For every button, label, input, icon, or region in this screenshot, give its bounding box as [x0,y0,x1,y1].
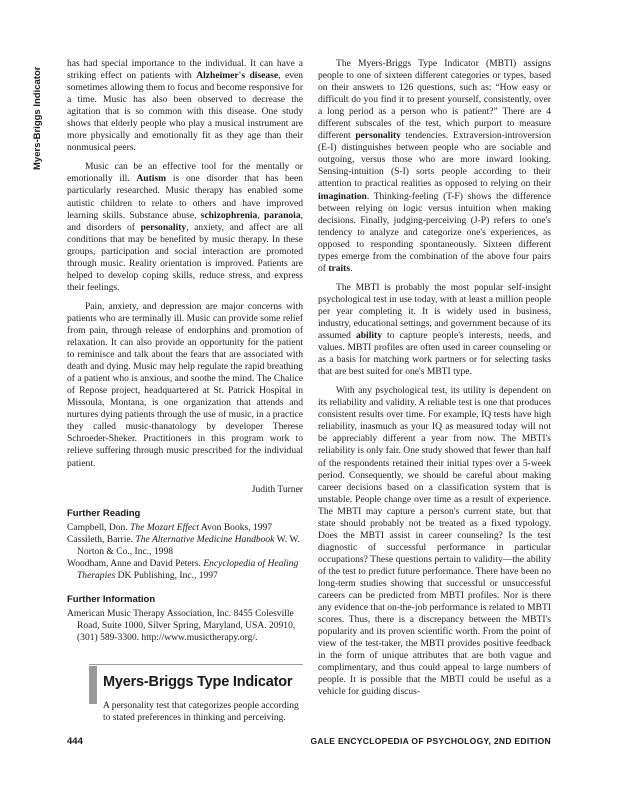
bold-term: traits [328,262,351,274]
page-number: 444 [67,736,83,747]
entry-marker-bar [89,666,97,704]
left-paragraph-2: Music can be an effective tool for the mentally or emotionally ill. Autism is one disorder that has been particularly researched. Music therapy has enabled some autistic children to relate to others and have improved learning skills. Substance abuse, schizophrenia, paranoia, and disorders of personality, anxiety, and affect are all conditions that may be benefited by music therapy. In these groups, participation and social interaction are promoted through music. Reality orientation is improved. Patients are helped to develop coping skills, reduce stress, and express their feelings. [67,161,303,293]
entry-definition: A personality test that categorizes people according to stated preferences in thinking and perceiving. [103,701,299,723]
bold-term: ability [355,330,382,342]
italic-title: The Mozart Effect [130,521,200,533]
italic-title: The Alternative Medicine Handbook [135,533,275,545]
bold-term: paranoia [263,209,301,221]
bold-term: Autism [136,173,167,185]
bold-term: schizophrenia [200,209,258,221]
left-paragraph-3: Pain, anxiety, and depression are major concerns with patients who are terminally ill. Music can provide some relief from pain, through release of endorphins and promotion of relaxation. It can also provide an opportunity for the patient to reminisce and talk about the fears that are associated with death and dying. Music may help regulate the rapid breathing of a patient who is anxious, and soothe the mind. The Chalice of Repose project, headquartered at St. Patrick Hospital in Missoula, Montana, is one organization that attends and nurtures dying patients through the use of music, in a practice they called music-thanatology by developer Therese Schroeder-Sheker. Practitioners in this program work to relieve suffering through music prescribed for the individual patient. [67,300,303,469]
right-paragraph-2: The MBTI is probably the most popular self-insight psychological test in use today, with at least a million people per year completing it. It is widely used in business, industry, educational settings, and government because of its assumed ability to capture people's interests, needs, and values. MBTI profiles are often used in career counseling or as a basis for matching work partners or for selecting tasks that are best suited for one's MBTI type. [318,281,551,378]
further-information-heading: Further Information [67,593,156,605]
italic-title: Encyclopedia of Healing Therapies [77,557,299,581]
right-paragraph-3: With any psychological test, its utility is dependent on its reliability and validity. A reliable test is one that produces consistent results over time. For example, IQ tests have high reliability, inasmuch as your IQ as measured today will not be appreciably different a year from now. The MBTI's reliability is only fair. One study showed that fewer than half of the respondents retained their initial types over a 5-week period. Consequently, we should be careful about making career decisions based on a classification system that is unstable. People change over time as a result of experience. The MBTI may capture a person's current state, but that state should probably not be treated as a fixed typology. Does the MBTI assist in career counseling? Is the test diagnostic of successful performance in particular occupations? These questions pertain to validity—the ability of the test to predict future performance. There have been no long-term studies showing that successful or unsuccessful careers can be predicted from MBTI profiles. Nor is there any evidence that on-the-job performance is related to MBTI scores. Thus, there is a discrepancy between the MBTI's popularity and its proven scientific worth. From the point of view of the test-taker, the MBTI provides positive feedback in the form of unique attributes that are both vague and complimentary, and thus could appeal to large numbers of people. It is possible that the MBTI could be useful as a vehicle for guiding discus- [318,385,551,698]
reference-item: Campbell, Don. The Mozart Effect Avon Books, 1997 [67,521,273,533]
right-column [318,58,551,698]
reference-item: Woodham, Anne and David Peters. Encyclopedia of Healing Therapies DK Publishing, Inc., 1997 [67,557,299,581]
bold-term: imagination [318,190,367,202]
author-signature: Judith Turner [251,483,303,495]
running-head-text: Myers-Briggs Indicator [32,66,43,170]
entry-heading-box [89,664,303,722]
further-reading-heading: Further Reading [67,507,141,519]
reference-item: Cassileth, Barrie. The Alternative Medicine Handbook W. W. Norton & Co., Inc., 1998 [67,533,300,557]
bold-term: personality [140,221,187,233]
bold-term: personality [355,130,401,142]
left-column [67,58,303,644]
right-paragraph-1: The Myers-Briggs Type Indicator (MBTI) assigns people to one of sixteen different categories or types, based on their answers to 126 questions, such as: “How easy or difficult do you find it to present yourself, consistently, over a long period as a person who is patient?” There are 4 different subscales of the test, which purport to measure different personality tendencies. Extraversion-introversion (E-I) distinguishes between people who are sociable and outgoing, versus those who are more inward looking. Sensing-intuition (S-I) sorts people according to their attention to practical realities as opposed to relying on their imagination. Thinking-feeling (T-F) shows the difference between relying on logic versus intuition when making decisions. Finally, judging-perceiving (J-P) refers to one's tendency to analyze and categorize one's experiences, as opposed to responding spontaneously. Sixteen different types emerge from the combination of the above four pairs of traits. [318,58,551,274]
further-information-text: American Music Therapy Association, Inc. 8455 Colesville Road, Suite 1000, Silver Spring, Maryland, USA. 20910, (301) 589-3300. http://www.musictherapy.org/. [67,607,296,644]
further-reading-list [67,522,303,582]
entry-title: Myers-Briggs Type Indicator [103,674,293,690]
book-title-footer: GALE ENCYCLOPEDIA OF PSYCHOLOGY, 2ND EDITION [310,736,551,746]
entry-top-rule [89,664,303,665]
bold-term: Alzheimer's disease [196,70,279,82]
left-paragraph-1: has had special importance to the individual. It can have a striking effect on patients with Alzheimer's disease, even sometimes allowing them to focus and become responsive for a time. Music has also been observed to decrease the agitation that is so common with this disease. One study shows that elderly people who play a musical instrument are more physically and emotionally fit as they age than their nonmusical peers. [67,58,304,154]
running-head [32,60,48,170]
